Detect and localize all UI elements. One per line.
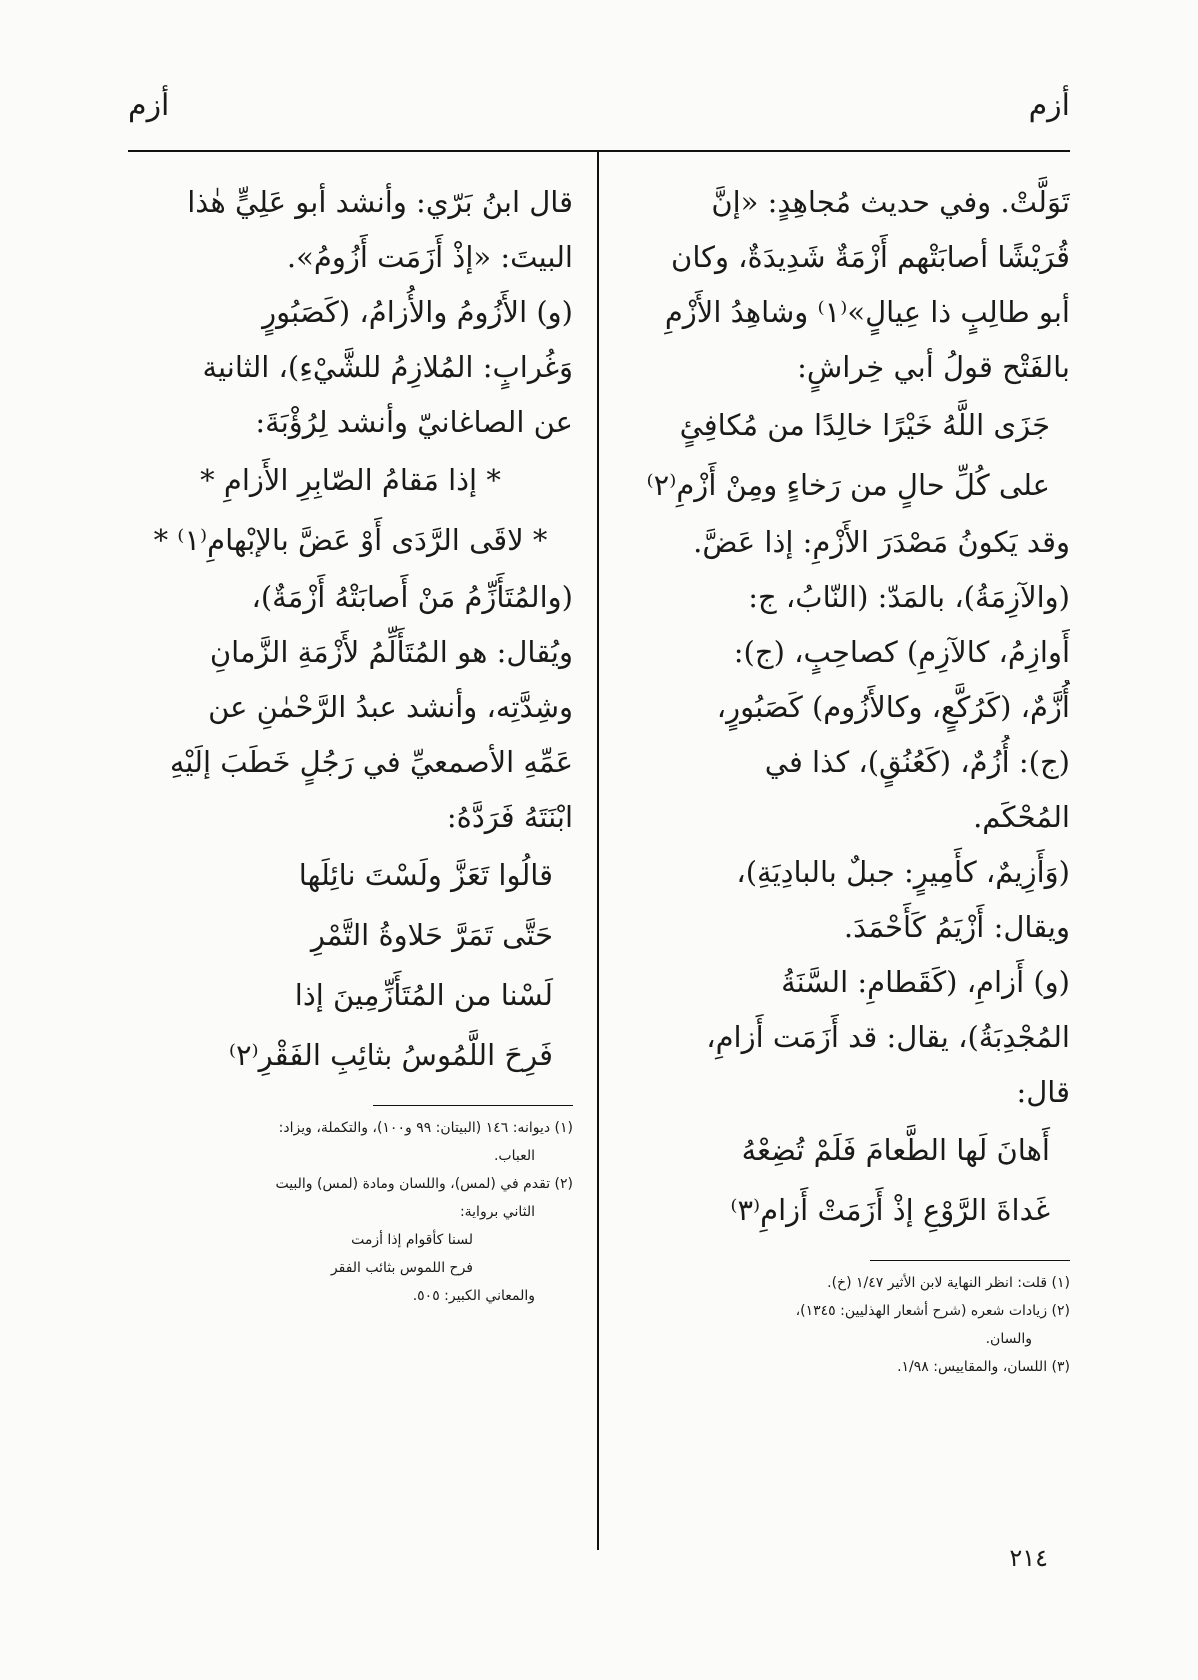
footnote: (١) قلت: انظر النهاية لابن الأثير ١/٤٧ (خ). — [827, 1275, 1070, 1291]
text-line: قُرَيْشًا أصابَتْهم أَزْمَةٌ شَدِيدَةٌ، وكان — [671, 240, 1070, 274]
text-line: تَوَلَّتْ. وفي حديث مُجاهِدٍ: «إنَّ — [711, 185, 1070, 219]
header-root-word-left: أزم — [128, 88, 170, 123]
text-line: (و) الأَزُومُ والأُزامُ، (كَصَبُورٍ — [262, 295, 573, 329]
verse-line: جَزَى اللَّهُ خَيْرًا خالِدًا من مُكافِئٍ — [679, 408, 1050, 442]
right-column — [625, 175, 1070, 1381]
page-number: ٢١٤ — [1009, 1544, 1048, 1572]
footnote-verse: فرح اللموس بثائب الفقر — [330, 1260, 473, 1276]
text-line: (ج): أُزُمٌ، (كَعُنُقٍ)، كذا في — [764, 745, 1070, 779]
footnote: (٢) تقدم في (لمس)، واللسان ومادة (لمس) والبيت — [275, 1176, 573, 1192]
left-column — [128, 175, 573, 1310]
header-rule — [128, 150, 1070, 152]
verse-line: * إذا مَقامُ الصّابِرِ الأَزامِ * — [200, 463, 501, 497]
footnote: (١) ديوانه: ١٤٦ (البيتان: ٩٩ و١٠٠)، والتكملة، ويزاد: — [278, 1120, 573, 1136]
text-line: أُزَّمٌ، (كَرُكَّعٍ، وكالأَزُوم) كَصَبُورٍ، — [716, 690, 1070, 724]
verse-line: فَرِحَ اللَّمُوسُ بثائِبِ الفَقْرِ⁽٢⁾ — [228, 1038, 553, 1072]
text-line: عَمِّهِ الأصمعيِّ في رَجُلٍ خَطَبَ إلَيْهِ — [169, 745, 573, 779]
verse-line: * لاقَى الرَّدَى أَوْ عَضَّ بالإبْهامِ⁽١⁾ * — [153, 523, 548, 557]
text-line: (والمُتَأَزِّمُ مَنْ أَصابَتْهُ أَزْمَةٌ)، — [251, 580, 573, 614]
text-line: قال ابنُ بَرّي: وأنشد أبو عَلِيٍّ هٰذا — [187, 185, 573, 219]
text-line: وَغُرابٍ: المُلازِمُ للشَّيْءِ)، الثانية — [202, 350, 573, 384]
verse-line: على كُلِّ حالٍ من رَخاءٍ ومِنْ أَزْمِ⁽٢⁾ — [646, 468, 1050, 502]
verse-line: لَسْنا من المُتَأَزِّمِينَ إذا — [294, 978, 553, 1012]
text-line: أَوازِمُ، كالآزِمِ) كصاحِبٍ، (ج): — [733, 635, 1070, 669]
footnote-continuation: والسان. — [985, 1331, 1032, 1347]
verse-line: أَهانَ لَها الطَّعامَ فَلَمْ تُضِعْهُ — [741, 1133, 1050, 1167]
text-line: ويُقال: هو المُتَأَلِّمُ لأَزْمَةِ الزَّمانِ — [209, 635, 573, 669]
header-root-word-right: أزم — [1028, 88, 1070, 123]
footnote-rule — [870, 1260, 1070, 1261]
footnote-continuation: الثاني برواية: — [459, 1204, 535, 1220]
text-line: قال: — [1016, 1075, 1070, 1109]
text-line: وقد يَكونُ مَصْدَرَ الأَزْمِ: إذا عَضَّ. — [693, 525, 1070, 559]
text-line: (وَأَزِيمٌ، كأَمِيرٍ: جبلٌ بالبادِيَةِ)، — [736, 855, 1070, 889]
verse-line: غَداةَ الرَّوْعِ إذْ أَزَمَتْ أَزامِ⁽٣⁾ — [730, 1193, 1050, 1227]
footnote-continuation: العباب. — [493, 1148, 535, 1164]
footnote-verse: لسنا كأقوام إذا أزمت — [351, 1232, 473, 1248]
text-line: بالفَتْح قولُ أبي خِراشٍ: — [797, 350, 1070, 384]
verse-line: حَتَّى تَمَرَّ حَلاوةُ التَّمْرِ — [310, 918, 553, 952]
footnote-continuation: والمعاني الكبير: ٥٠٥. — [412, 1288, 535, 1304]
text-line: البيتَ: «إذْ أَزَمَت أَزُومُ». — [286, 240, 573, 274]
text-line: (و) أَزامِ، (كَقَطامِ: السَّنَةُ — [781, 965, 1070, 999]
text-line: (والآزِمَةُ)، بالمَدّ: (النّابُ، ج: — [748, 580, 1070, 614]
text-line: عن الصاغانيّ وأنشد لِرُؤْبَةَ: — [255, 405, 573, 439]
text-line: المُجْدِبَةُ)، يقال: قد أَزَمَت أَزامِ، — [706, 1020, 1070, 1054]
text-line: المُحْكَم. — [973, 800, 1070, 834]
footnote: (٢) زيادات شعره (شرح أشعار الهذليين: ١٣٤٥)، — [795, 1303, 1070, 1319]
footnote-rule — [373, 1105, 573, 1106]
text-line: أبو طالِبٍ ذا عِيالٍ»⁽١⁾ وشاهِدُ الأَزْمِ — [664, 295, 1070, 329]
column-divider — [597, 150, 599, 1550]
text-line: ابْنَتَهُ فَرَدَّهُ: — [446, 800, 573, 834]
footnote: (٣) اللسان، والمقاييس: ١/٩٨. — [897, 1359, 1070, 1375]
text-line: وشِدَّتِه، وأنشد عبدُ الرَّحْمٰنِ عن — [208, 690, 573, 724]
verse-line: قالُوا تَعَزَّ ولَسْتَ نائِلَها — [298, 858, 553, 892]
text-line: ويقال: أَزْيَمُ كَأَحْمَدَ. — [843, 910, 1070, 944]
